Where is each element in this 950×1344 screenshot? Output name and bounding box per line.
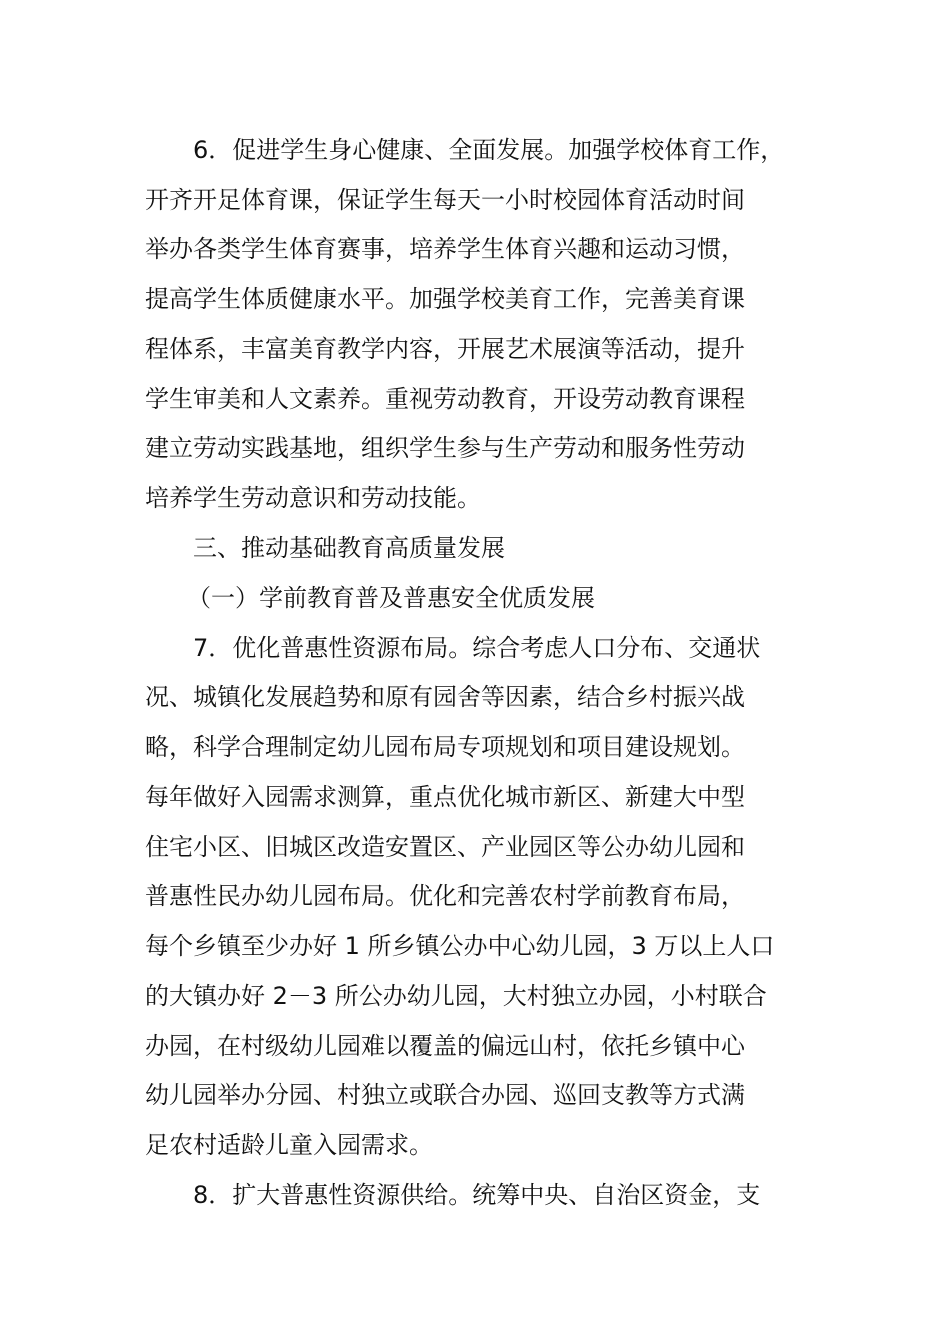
paragraph-7-line-3: 略，科学合理制定幼儿园布局专项规划和项目建设规划。: [145, 733, 745, 761]
paragraph-6-line-6: 学生审美和人文素养。重视劳动教育，开设劳动教育课程: [145, 385, 745, 413]
paragraph-7-line-1: 7．优化普惠性资源布局。综合考虑人口分布、交通状: [193, 634, 761, 662]
paragraph-7-line-2: 况、城镇化发展趋势和原有园舍等因素，结合乡村振兴战: [145, 683, 745, 711]
paragraph-6-line-1: 6．促进学生身心健康、全面发展。加强学校体育工作，: [193, 136, 785, 164]
subsection-heading: （一）学前教育普及普惠安全优质发展: [187, 584, 595, 612]
paragraph-6-line-2: 开齐开足体育课，保证学生每天一小时校园体育活动时间: [145, 186, 745, 214]
paragraph-8-line-1: 8．扩大普惠性资源供给。统筹中央、自治区资金，支: [193, 1181, 761, 1209]
paragraph-7-line-8: 的大镇办好 2－3 所公办幼儿园，大村独立办园，小村联合: [145, 982, 767, 1010]
paragraph-6-line-4: 提高学生体质健康水平。加强学校美育工作，完善美育课: [145, 285, 745, 313]
paragraph-6-line-8: 培养学生劳动意识和劳动技能。: [145, 484, 481, 512]
paragraph-7-line-10: 幼儿园举办分园、村独立或联合办园、巡回支教等方式满: [145, 1081, 745, 1109]
section-heading: 三、推动基础教育高质量发展: [193, 534, 505, 562]
paragraph-7-line-9: 办园，在村级幼儿园难以覆盖的偏远山村，依托乡镇中心: [145, 1032, 745, 1060]
paragraph-7-line-4: 每年做好入园需求测算，重点优化城市新区、新建大中型: [145, 783, 745, 811]
paragraph-7-line-7: 每个乡镇至少办好 1 所乡镇公办中心幼儿园，3 万以上人口: [145, 932, 775, 960]
paragraph-7-line-11: 足农村适龄儿童入园需求。: [145, 1131, 433, 1159]
paragraph-6-line-3: 举办各类学生体育赛事，培养学生体育兴趣和运动习惯，: [145, 235, 745, 263]
paragraph-6-line-5: 程体系，丰富美育教学内容，开展艺术展演等活动，提升: [145, 335, 745, 363]
paragraph-7-line-5: 住宅小区、旧城区改造安置区、产业园区等公办幼儿园和: [145, 833, 745, 861]
paragraph-7-line-6: 普惠性民办幼儿园布局。优化和完善农村学前教育布局，: [145, 882, 745, 910]
paragraph-6-line-7: 建立劳动实践基地，组织学生参与生产劳动和服务性劳动: [145, 434, 745, 462]
